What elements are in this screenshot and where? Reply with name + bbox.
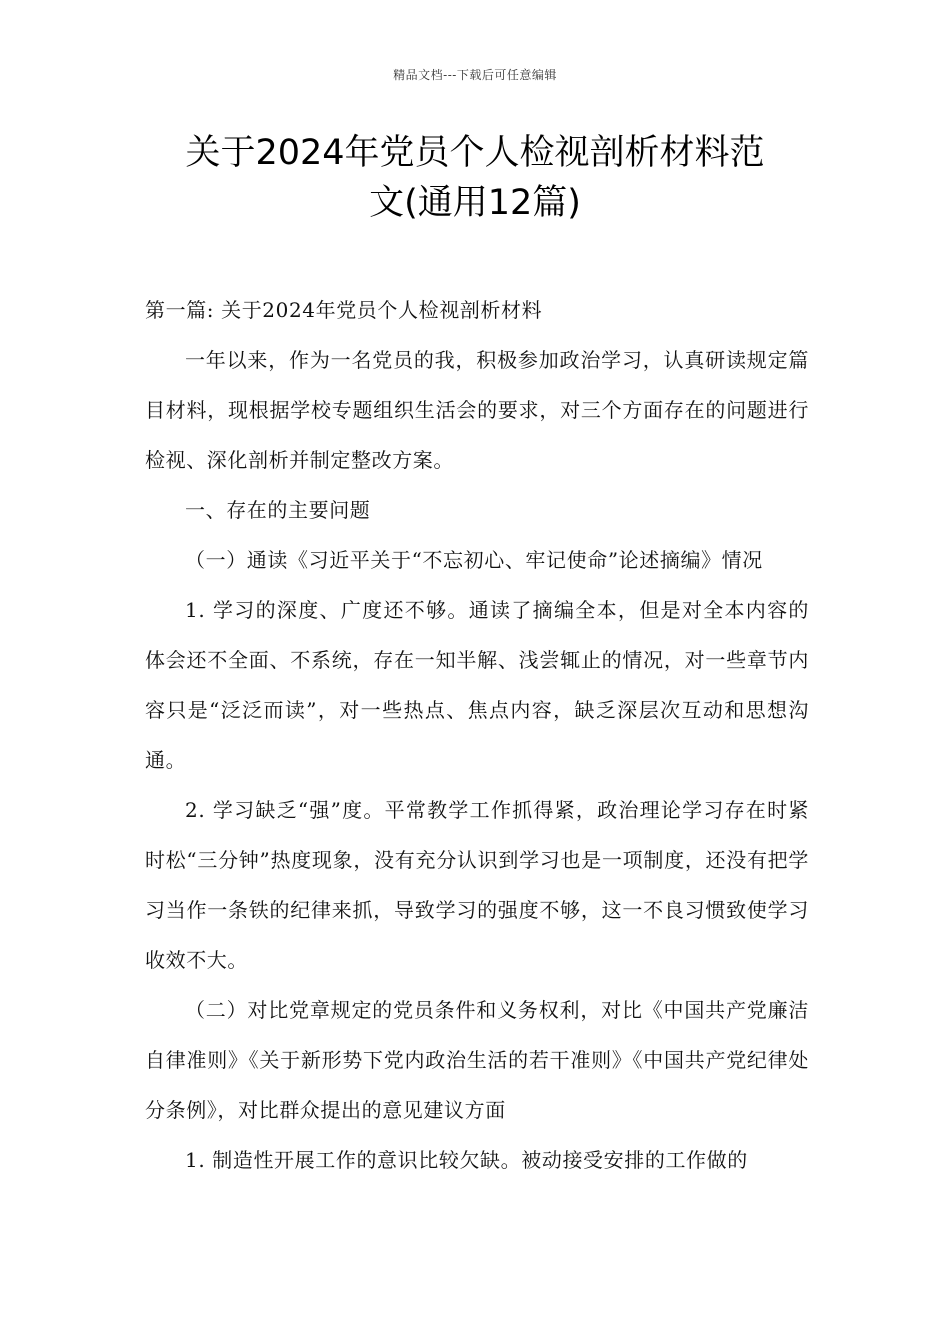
header-watermark: 精品文档---下载后可任意编辑	[393, 68, 557, 82]
title-line-1: 关于2024年党员个人检视剖析材料范	[185, 133, 765, 173]
paragraph-point-2: 2. 学习缺乏“强”度。平常教学工作抓得紧，政治理论学习存在时紧时松“三分钟”热度现象，没有充分认识到学习也是一项制度，还没有把学习当作一条铁的纪律来抓，导致学习的强度不够，这一不良习惯致使学习收效不大。	[145, 798, 809, 972]
paragraph-point-1: 1. 学习的深度、广度还不够。通读了摘编全本，但是对全本内容的体会还不全面、不系统，存在一知半解、浅尝辄止的情况，对一些章节内容只是“泛泛而读”，对一些热点、焦点内容，缺乏深层次互动和思想沟通。	[145, 598, 809, 772]
document-body	[145, 285, 809, 1185]
subheading-reading: （一）通读《习近平关于“不忘初心、牢记使命”论述摘编》情况	[185, 548, 763, 572]
paragraph-point-3: 1. 制造性开展工作的意识比较欠缺。被动接受安排的工作做的	[185, 1148, 748, 1172]
title-line-2: 文(通用12篇)	[369, 183, 581, 223]
paragraph-intro: 一年以来，作为一名党员的我，积极参加政治学习，认真研读规定篇目材料，现根据学校专题组织生活会的要求，对三个方面存在的问题进行检视、深化剖析并制定整改方案。	[145, 348, 809, 472]
section-heading-first: 第一篇: 关于2024年党员个人检视剖析材料	[145, 298, 543, 322]
subheading-comparison: （二）对比党章规定的党员条件和义务权利，对比《中国共产党廉洁自律准则》《关于新形势下党内政治生活的若干准则》《中国共产党纪律处分条例》，对比群众提出的意见建议方面	[145, 998, 809, 1122]
document-title	[120, 128, 830, 228]
heading-main-problems: 一、存在的主要问题	[185, 498, 371, 522]
